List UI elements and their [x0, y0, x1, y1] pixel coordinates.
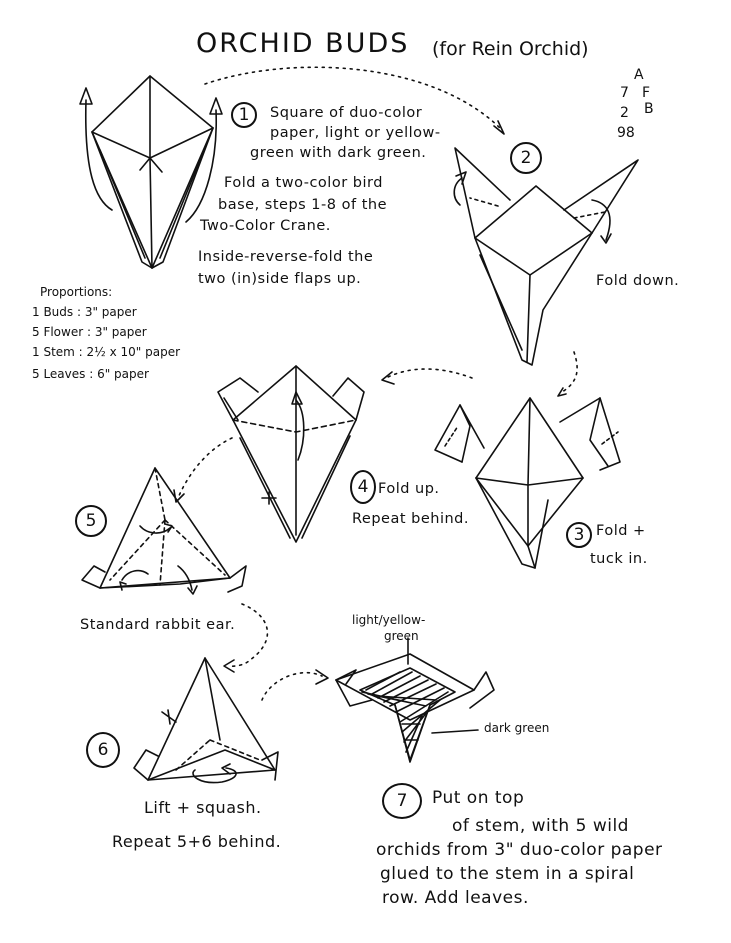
- proportions-line-3: 1 Stem : 2½ x 10" paper: [32, 345, 181, 359]
- step-1-line-7: Inside-reverse-fold the: [198, 249, 374, 265]
- step-1-line-3: green with dark green.: [250, 145, 427, 161]
- figure-step-7: [336, 638, 494, 762]
- dotted-path-3-4: [386, 369, 472, 378]
- step-1-line-8: two (in)side flaps up.: [198, 271, 362, 287]
- dotted-path-2-3: [562, 352, 577, 392]
- code-line-4: 2: [620, 105, 629, 121]
- step-3-line-2: tuck in.: [590, 551, 648, 567]
- figure-step-4: [218, 366, 364, 542]
- proportions-line-2: 5 Flower : 3" paper: [32, 325, 147, 339]
- code-line-1: A: [634, 67, 644, 83]
- step-7-line-3: orchids from 3" duo-color paper: [376, 840, 663, 860]
- step-7-number: 7: [382, 783, 422, 819]
- step-1-line-1: Square of duo-color: [270, 105, 423, 121]
- figure-step-6: [134, 658, 278, 783]
- step-6-line-1: Lift + squash.: [144, 798, 262, 817]
- page-title: ORCHID BUDS: [196, 28, 410, 59]
- figure-step-3: [435, 398, 620, 568]
- step-7-line-2: of stem, with 5 wild: [452, 816, 629, 836]
- step-1-line-4: Fold a two-color bird: [224, 175, 383, 191]
- code-line-6: 98: [617, 125, 635, 141]
- figure-step-1: [80, 76, 222, 268]
- proportions-line-1: 1 Buds : 3" paper: [32, 305, 137, 319]
- step-6-line-2: Repeat 5+6 behind.: [112, 832, 282, 851]
- step-7-line-1: Put on top: [432, 788, 525, 808]
- figure-step-2: [454, 148, 638, 365]
- step-2-number: 2: [510, 142, 542, 174]
- step-1-number: 1: [231, 102, 257, 128]
- dotted-path-5-6: [228, 604, 267, 666]
- step-4-line-2: Repeat behind.: [352, 511, 469, 527]
- step-5-text: Standard rabbit ear.: [80, 617, 236, 633]
- step-7-line-5: row. Add leaves.: [382, 888, 529, 908]
- page-subtitle: (for Rein Orchid): [432, 38, 589, 60]
- proportions-heading: Proportions:: [40, 285, 113, 299]
- figure-step-5: [82, 468, 246, 594]
- step-2-text: Fold down.: [596, 273, 680, 289]
- proportions-line-4: 5 Leaves : 6" paper: [32, 367, 149, 381]
- dotted-path-4-5: [178, 438, 232, 498]
- step-4-line-1: Fold up.: [378, 481, 440, 497]
- code-line-3: F: [642, 85, 651, 101]
- code-line-5: B: [644, 101, 654, 117]
- step-7-label-light-1: light/yellow-: [352, 613, 426, 627]
- step-5-number: 5: [75, 505, 107, 537]
- step-7-line-4: glued to the stem in a spiral: [380, 864, 635, 884]
- code-line-2: 7: [620, 85, 629, 101]
- step-1-line-6: Two-Color Crane.: [200, 218, 331, 234]
- step-7-label-dark: dark green: [484, 721, 550, 735]
- step-1-line-5: base, steps 1-8 of the: [218, 197, 387, 213]
- step-6-number: 6: [86, 732, 120, 768]
- step-4-number: 4: [350, 470, 376, 504]
- dotted-path-6-7: [262, 673, 322, 700]
- step-7-label-light-2: green: [384, 629, 419, 643]
- step-1-line-2: paper, light or yellow-: [270, 125, 441, 141]
- step-3-number: 3: [566, 522, 592, 548]
- step-3-line-1: Fold +: [596, 523, 646, 539]
